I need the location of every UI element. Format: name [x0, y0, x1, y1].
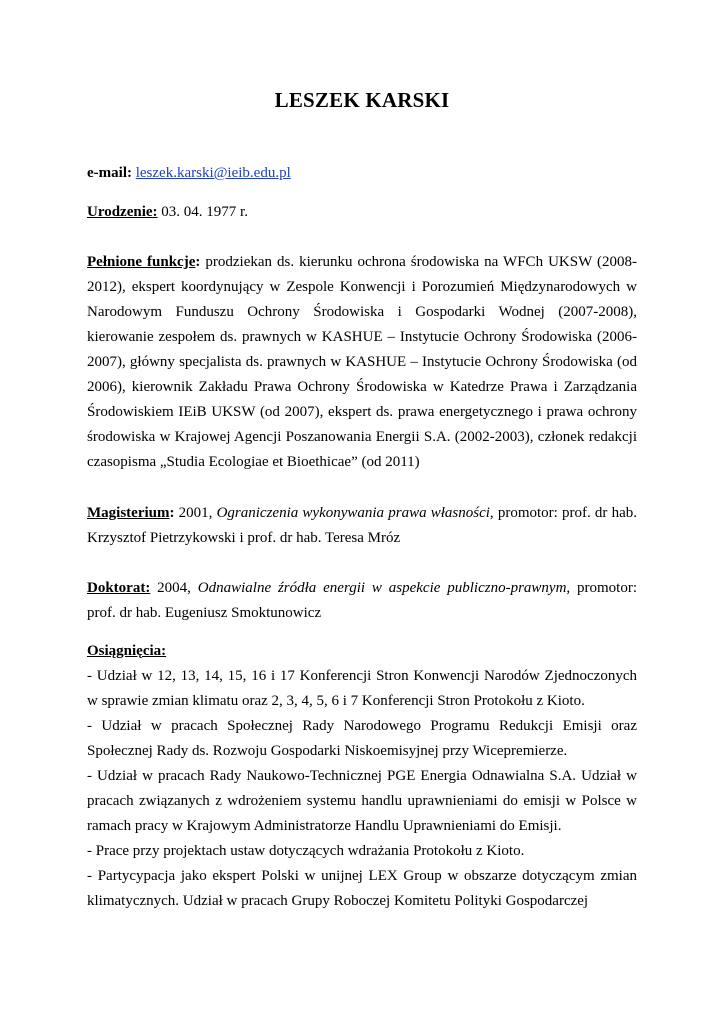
doctorate-thesis-title: Odnawialne źródła energii w aspekcie publiczno-prawnym — [197, 580, 567, 596]
masters-year: 2001, — [174, 505, 217, 521]
birth-line — [87, 200, 637, 225]
functions-colon: : — [195, 254, 201, 270]
functions-text: prodziekan ds. kierunku ochrona środowiska na WFCh UKSW (2008-2012), ekspert koordynujący w Zespole Konwencji i Porozumień Międzynarodowych w Narodowym Funduszu Ochrony Środowiska i Gospodarki Wodnej (2007-2008), kierowanie zespołem ds. prawnych w KASHUE – Instytucie Ochrony Środowiska (2006-2007), główny specjalista ds. prawnych w KASHUE – Instytucie Ochrony Środowiska (od 2006), kierownik Zakładu Prawa Ochrony Środowiska w Katedrze Prawa i Zarządzania Środowiskiem IEiB UKSW (od 2007), ekspert ds. prawa energetycznego i prawa ochrony środowiska w Krajowej Agencji Poszanowania Energii S.A. (2002-2003), członek redakcji czasopisma „Studia Ecologiae et Bioethicae” (od 2011) — [87, 254, 637, 470]
doctorate-label: Doktorat: — [87, 580, 151, 596]
masters-promoters: , promotor: prof. dr hab. Krzysztof Pietrzykowski i prof. dr hab. Teresa Mróz — [87, 505, 637, 546]
achievements-section — [87, 639, 637, 914]
page-title: LESZEK KARSKI — [274, 88, 450, 112]
achievement-item: - Udział w 12, 13, 14, 15, 16 i 17 Konferencji Stron Konwencji Narodów Zjednoczonych w sprawie zmian klimatu oraz 2, 3, 4, 5, 6 i 7 Konferencji Stron Protokołu z Kioto. — [87, 668, 637, 709]
doctorate-year: 2004, — [150, 580, 198, 596]
achievement-item: - Udział w pracach Społecznej Rady Narodowego Programu Redukcji Emisji oraz Społecznej Rady ds. Rozwoju Gospodarki Niskoemisyjnej przy Wicepremierze. — [87, 718, 637, 759]
doctorate-promoter: , promotor: prof. dr hab. Eugeniusz Smoktunowicz — [87, 580, 638, 621]
email-link[interactable]: leszek.karski@ieib.edu.pl — [135, 165, 291, 181]
birth-label: Urodzenie: — [87, 204, 158, 220]
email-label: e-mail: — [87, 165, 132, 181]
achievement-item: - Prace przy projektach ustaw dotyczących wdrażania Protokołu z Kioto. — [87, 843, 525, 859]
masters-colon: : — [169, 505, 175, 521]
functions-paragraph — [87, 250, 637, 475]
masters-paragraph — [87, 501, 637, 551]
masters-thesis-title: Ograniczenia wykonywania prawa własności — [216, 505, 490, 521]
doctorate-paragraph — [87, 576, 637, 626]
masters-label: Magisterium — [87, 505, 170, 521]
achievements-label: Osiągnięcia: — [87, 643, 167, 659]
achievement-item: - Udział w pracach Rady Naukowo-Technicznej PGE Energia Odnawialna S.A. Udział w pracach związanych z wdrożeniem systemu handlu uprawnieniami do emisji w Polsce w ramach pracy w Krajowym Administratorze Handlu Uprawnieniami do Emisji. — [87, 768, 637, 834]
email-line — [87, 161, 637, 186]
birth-value: 03. 04. 1977 r. — [157, 204, 248, 220]
functions-label: Pełnione funkcje — [87, 254, 196, 270]
achievement-item: - Partycypacja jako ekspert Polski w unijnej LEX Group w obszarze dotyczącym zmian klimatycznych. Udział w pracach Grupy Roboczej Komitetu Polityki Gospodarczej — [87, 868, 637, 909]
